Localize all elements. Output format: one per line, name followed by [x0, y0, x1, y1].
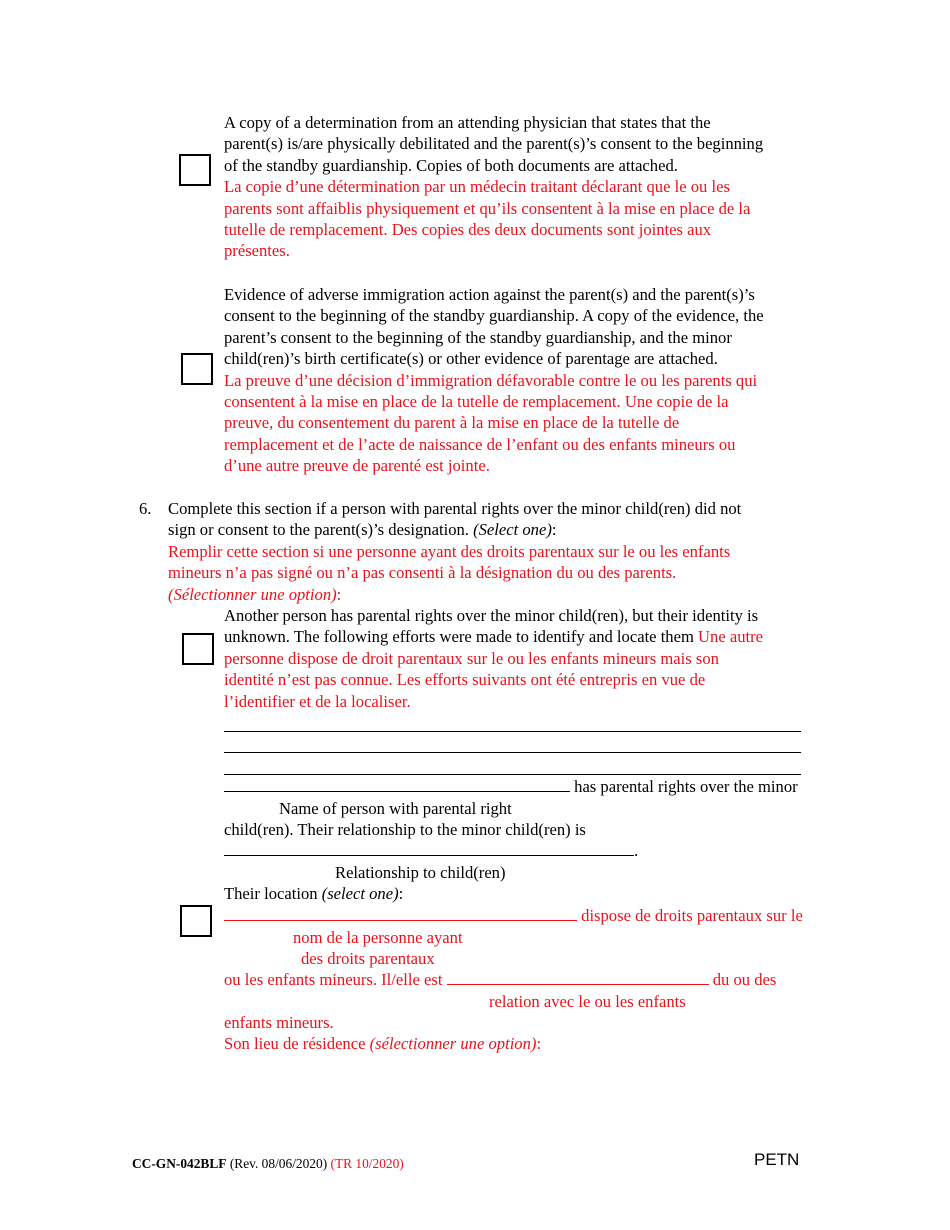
physician-fr-line: parents sont affaiblis physiquement et qu’ils consentent à la mise en place de la [224, 198, 751, 218]
unknown-fr-tail: Une autre [693, 627, 763, 647]
physician-en-line: A copy of a determination from an attending physician that states that the [224, 113, 711, 132]
section-6-select-one: (Select one) [473, 520, 552, 540]
relationship-row [224, 840, 638, 861]
unknown-mixed-line [224, 626, 844, 647]
physician-fr-line: La copie d’une détermination par un médecin traitant déclarant que le ou les [224, 177, 730, 197]
section-6-instructions [168, 498, 848, 605]
physician-en-line: of the standby guardianship. Copies of both documents are attached. [224, 155, 678, 175]
location-label: Their location [224, 884, 322, 903]
unknown-fr-line: identité n’est pas connue. Les efforts suivants ont été entrepris en vue de [224, 670, 706, 690]
immigration-fr-line: d’une autre preuve de parenté est jointe. [224, 456, 490, 476]
immigration-fr-line: remplacement et de l’acte de naissance de l’enfant ou des enfants mineurs ou [224, 434, 736, 454]
fr-of-text: du ou des [708, 970, 777, 989]
fr-location-colon: : [536, 1034, 542, 1053]
immigration-en-line: child(ren)’s birth certificate(s) or other evidence of parentage are attached. [224, 349, 718, 369]
unknown-en-line-2: unknown. The following efforts were made to identify and locate them [224, 627, 694, 647]
section-6-fr-line: mineurs n’a pas signé ou n’a pas consenti à la désignation du ou des parents. [168, 563, 677, 583]
section-6-en-line-2 [168, 519, 848, 540]
section-6-fr-select-line [168, 584, 848, 605]
caption-relationship: Relationship to child(ren) [335, 863, 506, 882]
section-6-colon: : [551, 520, 557, 540]
unknown-fr-line: l’identifier et de la localiser. [224, 691, 411, 711]
fr-caption-relationship: relation avec le ou les enfants [489, 992, 686, 1011]
section-6-en-text: sign or consent to the parent(s)’s designation. [168, 520, 469, 540]
form-revision: (Rev. 08/06/2020) [226, 1156, 331, 1171]
form-translation: (TR 10/2020) [330, 1156, 404, 1171]
name-with-rights-row [224, 776, 798, 797]
efforts-line-2[interactable] [224, 752, 801, 753]
form-type-label: PETN [754, 1150, 800, 1169]
physician-en-line: parent(s) is/are physically debilitated and the parent(s)’s consent to the beginning [224, 134, 764, 154]
immigration-en-line: consent to the beginning of the standby guardianship. A copy of the evidence, the [224, 306, 764, 326]
identity-unknown-text [224, 605, 844, 712]
checkbox-immigration-action[interactable] [181, 353, 213, 385]
fr-location-select-one: (sélectionner une option) [369, 1034, 537, 1053]
fr-caption-name-2: des droits parentaux [301, 949, 435, 968]
checkbox-person-known[interactable] [180, 905, 212, 937]
relationship-intro: child(ren). Their relationship to the minor child(ren) is [224, 820, 586, 839]
section-6-fr-colon: : [336, 584, 342, 604]
fr-children-row [224, 969, 776, 990]
physician-fr-line: tutelle de remplacement. Des copies des deux documents sont jointes aux [224, 220, 712, 240]
name-of-person-field[interactable] [224, 776, 570, 792]
footer-form-id [132, 1153, 404, 1174]
unknown-en-line: Another person has parental rights over the minor child(ren), but their identity is [224, 606, 759, 625]
relationship-period: . [634, 841, 639, 860]
fr-has-rights-text: dispose de droits parentaux sur le [577, 906, 803, 925]
section-6-number: 6. [139, 499, 152, 518]
has-rights-text: has parental rights over the minor [570, 777, 798, 796]
caption-name-of-person: Name of person with parental right [279, 799, 512, 818]
unknown-fr-line: personne dispose de droit parentaux sur le ou les enfants mineurs mais son [224, 648, 719, 668]
fr-location-row [224, 1033, 541, 1054]
fr-children-intro: ou les enfants mineurs. Il/elle est [224, 970, 447, 989]
section-6-en-line: Complete this section if a person with parental rights over the minor child(ren) did not [168, 499, 742, 518]
fr-name-with-rights-row [224, 905, 803, 926]
immigration-action-text [224, 284, 839, 477]
location-label-row [224, 883, 403, 904]
physician-determination-text [224, 112, 839, 262]
relationship-field[interactable] [224, 840, 634, 856]
fr-relationship-field[interactable] [447, 969, 709, 985]
immigration-en-line: Evidence of adverse immigration action against the parent(s) and the parent(s)’s [224, 285, 755, 304]
fr-location-label: Son lieu de résidence [224, 1034, 370, 1053]
section-6-fr-line: Remplir cette section si une personne ayant des droits parentaux sur le ou les enfants [168, 541, 731, 561]
physician-fr-line: présentes. [224, 241, 290, 261]
form-code: CC-GN-042BLF [132, 1156, 227, 1171]
fr-caption-name-1: nom de la personne ayant [293, 928, 463, 947]
checkbox-identity-unknown[interactable] [182, 633, 214, 665]
checkbox-physician-determination[interactable] [179, 154, 211, 186]
efforts-line-3[interactable] [224, 774, 801, 775]
location-select-one: (select one) [321, 884, 399, 903]
immigration-fr-line: La preuve d’une décision d’immigration défavorable contre le ou les parents qui [224, 370, 758, 390]
immigration-fr-line: consentent à la mise en place de la tutelle de remplacement. Une copie de la [224, 392, 729, 412]
fr-children-end: enfants mineurs. [224, 1013, 334, 1032]
immigration-en-line: parent’s consent to the beginning of the standby guardianship, and the minor [224, 327, 732, 347]
section-6-fr-select-one: (Sélectionner une option) [168, 584, 337, 604]
location-colon: : [398, 884, 404, 903]
immigration-fr-line: preuve, du consentement du parent à la mise en place de la tutelle de [224, 413, 680, 433]
efforts-line-1[interactable] [224, 731, 801, 732]
fr-name-of-person-field[interactable] [224, 905, 577, 921]
